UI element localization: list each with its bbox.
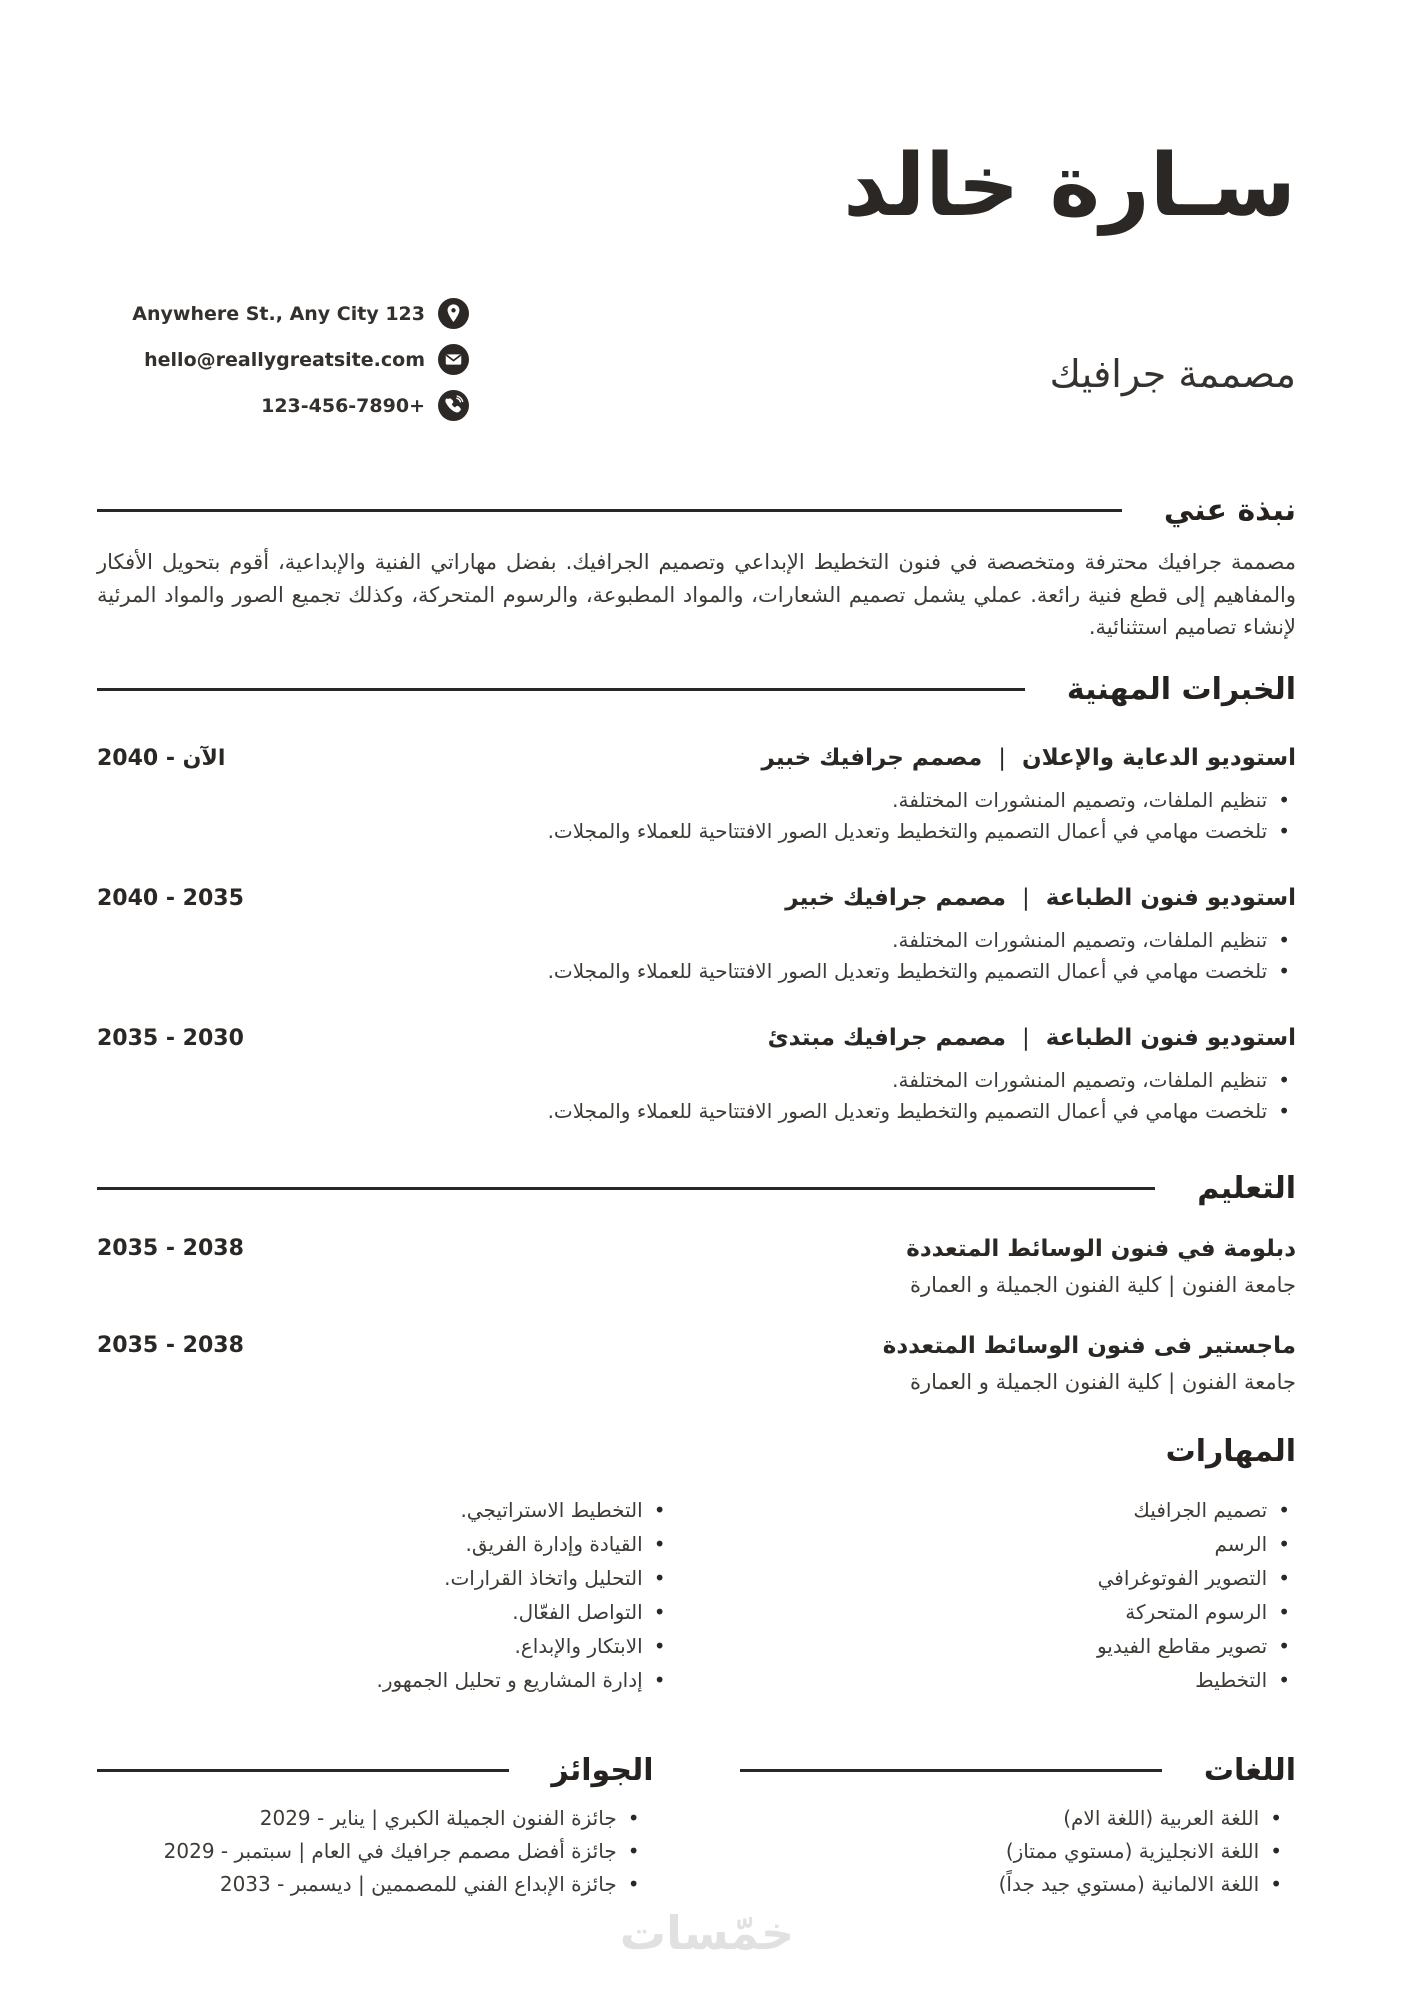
skill-item: • التخطيط الاستراتيجي. — [97, 1493, 666, 1527]
experience-entry-bullets — [97, 925, 1296, 987]
bottom-sections — [97, 1753, 1296, 1901]
about-text: مصممة جرافيك محترفة ومتخصصة في فنون التخطيط الإبداعي وتصميم الجرافيك. بفضل مهاراتي الفنية والإبداعية، أقوم بتحويل الأفكار والمفاهيم إلى قطع فنية رائعة. عملي يشمل تصميم الشعارات، والمواد المطبوعة، والرسوم المتحركة، وكذلك تجميع الصور والمواد المرئية لإنشاء تصاميم استثنائية. — [97, 550, 1296, 640]
experience-bullet: • تنظيم الملفات، وتصميم المنشورات المختلفة. — [97, 925, 1290, 956]
education-entry-main — [883, 1333, 1296, 1394]
languages-list — [740, 1802, 1297, 1901]
awards-list — [97, 1802, 654, 1901]
award-item: • جائزة الفنون الجميلة الكبري | يناير - 2029 — [97, 1802, 640, 1835]
experience-bullet: • تنظيم الملفات، وتصميم المنشورات المختلفة. — [97, 1065, 1290, 1096]
skill-item: • الرسوم المتحركة — [722, 1595, 1291, 1629]
title-separator: | — [1021, 1024, 1030, 1051]
experience-section — [97, 672, 1296, 1127]
education-entry-row — [97, 1333, 1296, 1394]
location-pin-icon — [438, 298, 469, 329]
person-name: سـارة خالد — [843, 136, 1296, 236]
language-item: • اللغة العربية (اللغة الام) — [740, 1802, 1283, 1835]
education-section-header — [97, 1171, 1296, 1206]
title-separator: | — [998, 744, 1006, 771]
header — [97, 138, 1296, 421]
degree-name: دبلومة في فنون الوسائط المتعددة — [906, 1235, 1296, 1262]
khamsat-watermark: خمّسات — [619, 1906, 795, 1960]
education-entry-dates: 2035 - 2038 — [97, 1332, 244, 1358]
experience-entry-dates: الآن - 2040 — [97, 745, 226, 771]
about-heading-rule — [97, 509, 1122, 512]
company-name: استوديو فنون الطباعة — [1045, 1024, 1296, 1051]
skills-heading: المهارات — [1165, 1433, 1296, 1469]
experience-heading: الخبرات المهنية — [1066, 671, 1296, 707]
experience-entry-head — [97, 745, 1296, 771]
company-name: استوديو فنون الطباعة — [1045, 884, 1296, 911]
contact-row-phone — [97, 390, 469, 421]
skill-item: • تصوير مقاطع الفيديو — [722, 1629, 1291, 1663]
degree-name: ماجستير فى فنون الوسائط المتعددة — [882, 1332, 1296, 1359]
experience-bullet: • تلخصت مهامي في أعمال التصميم والتخطيط وتعديل الصور الافتتاحية للعملاء والمجلات. — [97, 816, 1290, 847]
experience-entry — [97, 885, 1296, 987]
skill-item: • الرسم — [722, 1527, 1291, 1561]
phone-icon — [438, 390, 469, 421]
award-item: • جائزة أفضل مصمم جرافيك في العام | سبتمبر - 2029 — [97, 1835, 640, 1868]
awards-section — [97, 1753, 654, 1901]
contact-row-address — [97, 298, 469, 329]
awards-heading-rule — [97, 1769, 509, 1772]
languages-heading-rule — [740, 1769, 1162, 1772]
job-title: مصممة جرافيك — [1049, 352, 1296, 397]
experience-bullet: • تلخصت مهامي في أعمال التصميم والتخطيط وتعديل الصور الافتتاحية للعملاء والمجلات. — [97, 956, 1290, 987]
language-item: • اللغة الالمانية (مستوي جيد جداً) — [740, 1868, 1283, 1901]
skill-item: • إدارة المشاريع و تحليل الجمهور. — [97, 1663, 666, 1697]
experience-entry-bullets — [97, 785, 1296, 847]
experience-entry-title — [768, 1025, 1296, 1051]
experience-bullet: • تنظيم الملفات، وتصميم المنشورات المختلفة. — [97, 785, 1290, 816]
skills-section-header — [97, 1434, 1296, 1469]
awards-section-header — [97, 1753, 654, 1788]
education-heading-rule — [97, 1187, 1155, 1190]
company-name: استوديو الدعاية والإعلان — [1021, 744, 1296, 771]
languages-section-header — [740, 1753, 1297, 1788]
skills-column-left — [97, 1493, 672, 1697]
experience-entry-title — [785, 885, 1296, 911]
experience-entry-head — [97, 885, 1296, 911]
experience-entry-dates: 2040 - 2035 — [97, 885, 244, 911]
education-entry — [97, 1236, 1296, 1297]
contact-address: Anywhere St., Any City 123 — [132, 302, 425, 325]
skill-item: • القيادة وإدارة الفريق. — [97, 1527, 666, 1561]
contact-block — [97, 298, 469, 421]
skills-column-right — [722, 1493, 1297, 1697]
education-entry — [97, 1333, 1296, 1394]
award-item: • جائزة الإبداع الفني للمصممين | ديسمبر - 2033 — [97, 1868, 640, 1901]
about-section-header — [97, 493, 1296, 528]
title-separator: | — [1021, 884, 1030, 911]
experience-entry-dates: 2035 - 2030 — [97, 1025, 244, 1051]
role-name: مصمم جرافيك خبير — [761, 744, 983, 771]
experience-heading-rule — [97, 688, 1025, 691]
education-entry-row — [97, 1236, 1296, 1297]
about-heading: نبذة عني — [1163, 493, 1296, 528]
skill-item: • التواصل الفعّال. — [97, 1595, 666, 1629]
name-block — [469, 138, 1296, 396]
language-item: • اللغة الانجليزية (مستوي ممتاز) — [740, 1835, 1283, 1868]
skills-grid — [97, 1493, 1296, 1697]
skills-section — [97, 1434, 1296, 1697]
experience-entry — [97, 745, 1296, 847]
school-name: جامعة الفنون | كلية الفنون الجميلة و العمارة — [910, 1369, 1296, 1394]
skill-item: • تصميم الجرافيك — [722, 1493, 1291, 1527]
role-name: مصمم جرافيك مبتدئ — [767, 1024, 1006, 1051]
education-heading: التعليم — [1197, 1170, 1296, 1206]
experience-entry — [97, 1025, 1296, 1127]
experience-bullet: • تلخصت مهامي في أعمال التصميم والتخطيط وتعديل الصور الافتتاحية للعملاء والمجلات. — [97, 1096, 1290, 1127]
education-entry-dates: 2035 - 2038 — [97, 1235, 244, 1261]
email-envelope-icon — [438, 344, 469, 375]
education-entry-main — [906, 1236, 1296, 1297]
role-name: مصمم جرافيك خبير — [785, 884, 1006, 911]
contact-email: hello@reallygreatsite.com — [144, 348, 425, 371]
languages-heading: اللغات — [1203, 1752, 1296, 1788]
skill-item: • التخطيط — [722, 1663, 1291, 1697]
languages-section — [740, 1753, 1297, 1901]
school-name: جامعة الفنون | كلية الفنون الجميلة و العمارة — [910, 1272, 1296, 1297]
education-section — [97, 1171, 1296, 1394]
experience-entry-bullets — [97, 1065, 1296, 1127]
skill-item: • الابتكار والإبداع. — [97, 1629, 666, 1663]
skill-item: • التحليل واتخاذ القرارات. — [97, 1561, 666, 1595]
experience-entry-head — [97, 1025, 1296, 1051]
about-section — [97, 493, 1296, 644]
awards-heading: الجوائز — [551, 1752, 654, 1788]
contact-phone: 123-456-7890+ — [261, 394, 425, 417]
experience-entry-title — [762, 745, 1296, 771]
skill-item: • التصوير الفوتوغرافي — [722, 1561, 1291, 1595]
experience-section-header — [97, 672, 1296, 707]
contact-row-email — [97, 344, 469, 375]
